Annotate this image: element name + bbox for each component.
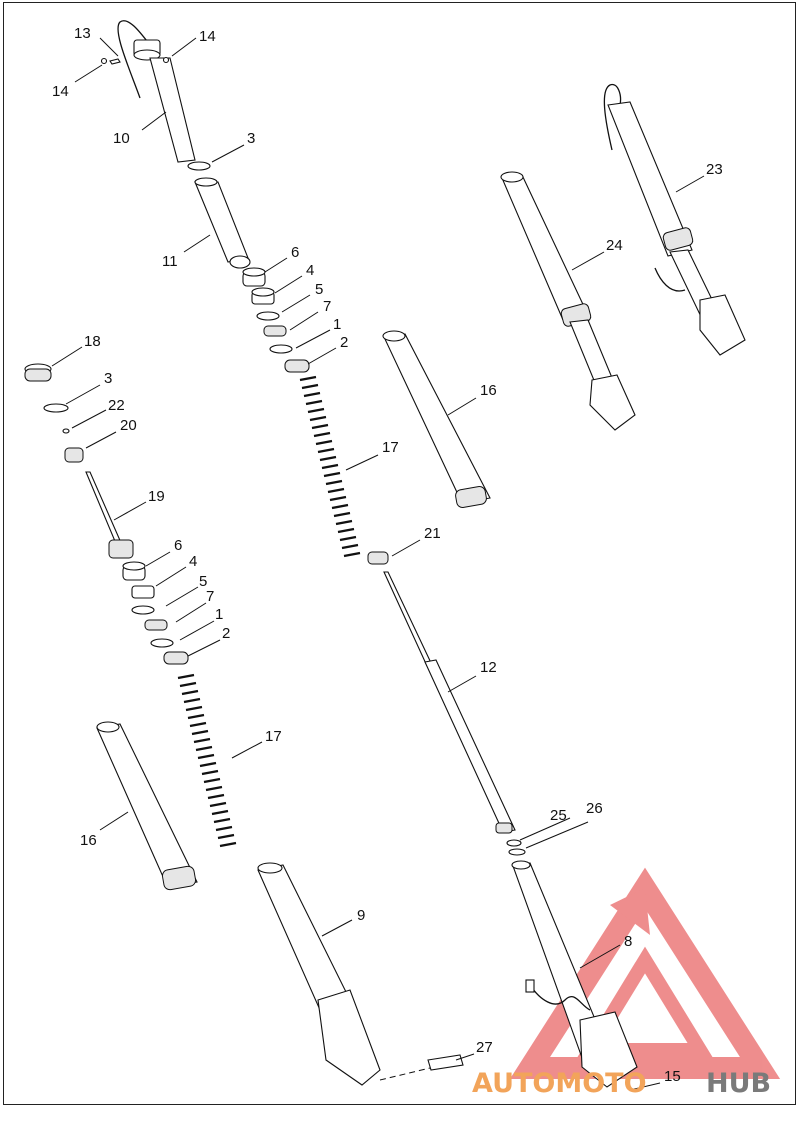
- callout-5: 5: [199, 573, 208, 590]
- callout-2: 2: [340, 334, 349, 351]
- callout-20: 20: [120, 417, 137, 434]
- callout-27: 27: [476, 1039, 493, 1056]
- cap-18: [25, 364, 51, 381]
- callout-6: 6: [291, 244, 300, 261]
- callout-16: 16: [80, 832, 97, 849]
- callout-1: 1: [333, 316, 342, 333]
- part-22: [63, 429, 69, 433]
- seal-stack-upper: [243, 268, 309, 372]
- callout-4: 4: [306, 262, 315, 279]
- callout-9: 9: [357, 907, 366, 924]
- cartridge-11: [195, 178, 250, 268]
- watermark-hub: HUB: [706, 1068, 772, 1099]
- axle-line: [380, 1068, 430, 1080]
- callout-14: 14: [52, 83, 69, 100]
- callout-11: 11: [162, 253, 178, 270]
- callout-24: 24: [606, 237, 623, 254]
- nut-20: [65, 448, 83, 462]
- lower-leg-9: [258, 863, 380, 1085]
- spring-17-lower: [178, 675, 236, 846]
- callout-7: 7: [323, 298, 332, 315]
- callout-6: 6: [174, 537, 183, 554]
- spring-17-upper: [300, 377, 360, 556]
- callout-13: 13: [74, 25, 91, 42]
- callout-15: 15: [664, 1068, 681, 1085]
- o-ring-3a: [188, 162, 210, 170]
- callout-17: 17: [265, 728, 282, 745]
- callout-23: 23: [706, 161, 723, 178]
- watermark-automoto: AUTOMOTO: [472, 1068, 647, 1099]
- callout-3: 3: [247, 130, 256, 147]
- ring-25: [507, 840, 521, 846]
- callout-1: 1: [215, 606, 224, 623]
- damper-rod-12: [384, 572, 515, 833]
- seal-stack-left: [123, 562, 188, 664]
- callout-3: 3: [104, 370, 113, 387]
- spring-seat-21: [368, 552, 388, 564]
- outer-tube-16-right: [383, 331, 490, 508]
- callout-12: 12: [480, 659, 497, 676]
- callout-2: 2: [222, 625, 231, 642]
- axle-bolt-27: [428, 1055, 463, 1070]
- callout-5: 5: [315, 281, 324, 298]
- callout-8: 8: [624, 933, 633, 950]
- callout-16: 16: [480, 382, 497, 399]
- watermark-text: [472, 1068, 771, 1099]
- callout-14: 14: [199, 28, 216, 45]
- callout-26: 26: [586, 800, 603, 817]
- callout-21: 21: [424, 525, 441, 542]
- callout-18: 18: [84, 333, 101, 350]
- callout-17: 17: [382, 439, 399, 456]
- fork-assembly-23: [604, 85, 745, 355]
- rod-19: [86, 472, 133, 558]
- callout-7: 7: [206, 588, 215, 605]
- o-ring-3b: [44, 404, 68, 412]
- callout-25: 25: [550, 807, 567, 824]
- callout-4: 4: [189, 553, 198, 570]
- ring-26: [509, 849, 525, 855]
- callout-22: 22: [108, 397, 125, 414]
- outer-tube-16-left: [97, 722, 197, 891]
- callout-19: 19: [148, 488, 165, 505]
- callout-10: 10: [113, 130, 130, 147]
- fork-assembly-24: [501, 172, 635, 430]
